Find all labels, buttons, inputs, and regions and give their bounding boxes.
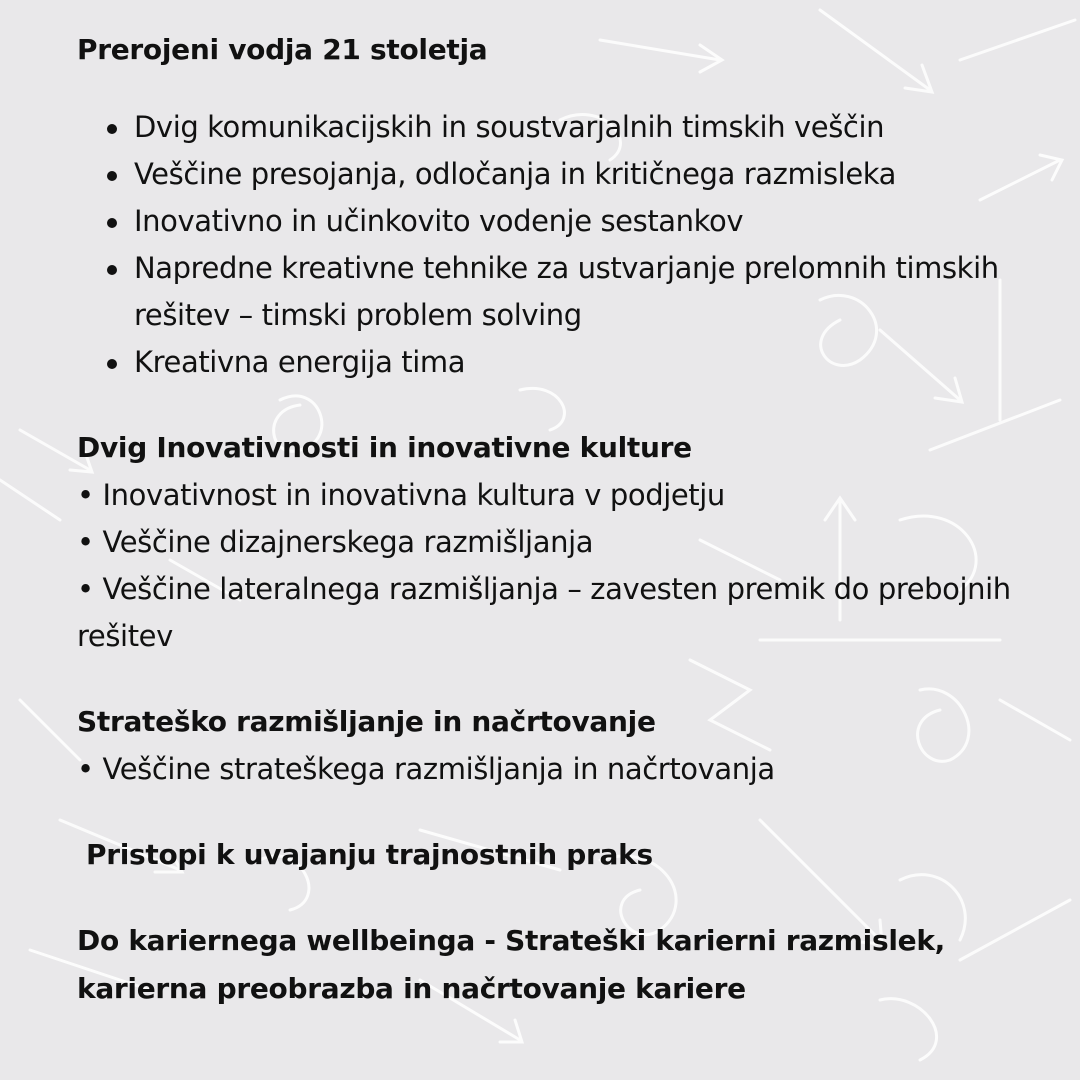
list-item: • Inovativnost in inovativna kultura v podjetju xyxy=(77,478,725,512)
section-title-leader: Prerojeni vodja 21 stoletja xyxy=(77,33,488,66)
list-item: • Veščine lateralnega razmišljanja – zavesten premik do prebojnih rešitev xyxy=(77,572,1011,653)
section-strategy xyxy=(77,698,1037,793)
section-title-innovation: Dvig Inovativnosti in inovativne kulture xyxy=(77,431,692,464)
list-item: Dvig komunikacijskih in soustvarjalnih timskih veščin xyxy=(77,104,1037,151)
section-title-career: Do kariernega wellbeinga - Strateški karierni razmislek, karierna preobrazba in načrtovanje kariere xyxy=(77,924,945,1005)
content xyxy=(77,26,1037,1013)
section-career xyxy=(77,917,1037,1013)
list-item: • Veščine dizajnerskega razmišljanja xyxy=(77,525,594,559)
list-item: Napredne kreativne tehnike za ustvarjanje prelomnih timskih rešitev – timski problem solving xyxy=(77,245,1037,339)
section-title-sustainability: Pristopi k uvajanju trajnostnih praks xyxy=(86,838,653,871)
list-item: Kreativna energija tima xyxy=(77,339,1037,386)
section-sustainability xyxy=(77,831,1037,879)
list-item: Veščine presojanja, odločanja in kritičnega razmisleka xyxy=(77,151,1037,198)
section-innovation xyxy=(77,424,1037,660)
list-item: • Veščine strateškega razmišljanja in načrtovanja xyxy=(77,752,775,786)
section-title-strategy: Strateško razmišljanje in načrtovanje xyxy=(77,705,656,738)
leader-bullet-list xyxy=(77,104,1037,386)
list-item: Inovativno in učinkovito vodenje sestankov xyxy=(77,198,1037,245)
